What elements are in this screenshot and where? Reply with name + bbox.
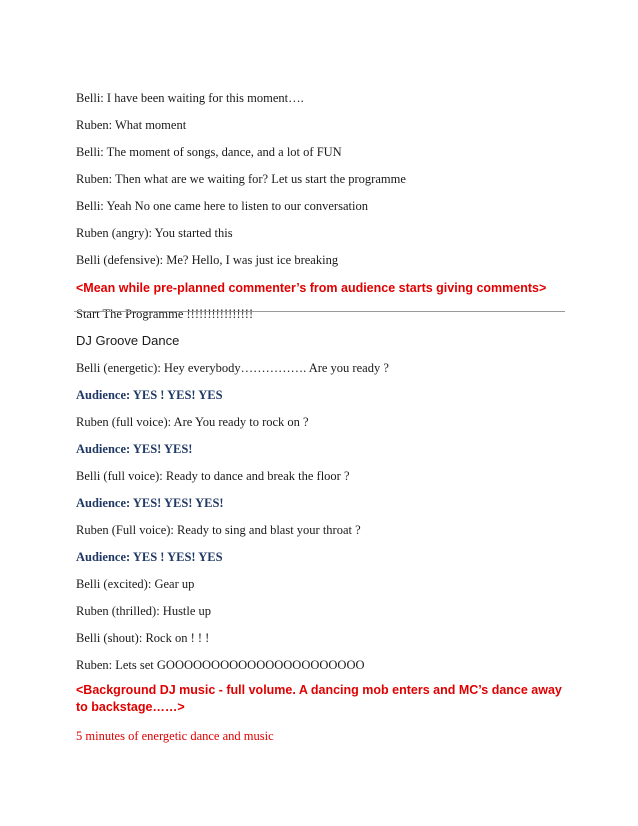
section-divider [74,311,565,312]
dialogue-line: Belli (shout): Rock on ! ! ! [76,631,210,645]
dialogue-line: Belli (energetic): Hey everybody……………. Are you ready ? [76,361,389,375]
dialogue-line: Ruben (Full voice): Ready to sing and blast your throat ? [76,523,361,537]
script-line-ruben-angry: Ruben (angry): You started this [76,226,233,240]
script-line-ruben-start: Ruben: Then what are we waiting for? Let us start the programme [76,172,406,186]
audience-line: Audience: YES! YES! [76,442,193,456]
dialogue-line: Belli (full voice): Ready to dance and break the floor ? [76,469,350,483]
section-heading: DJ Groove Dance [76,333,180,348]
dialogue-line: Ruben (thrilled): Hustle up [76,604,212,618]
closing-note: 5 minutes of energetic dance and music [76,729,274,743]
dialogue-line: Ruben: Lets set GOOOOOOOOOOOOOOOOOOOOOO [76,658,365,672]
audience-line: Audience: YES! YES! YES! [76,496,224,510]
stage-direction-commenters: <Mean while pre-planned commenter’s from audience starts giving comments> [76,281,547,295]
script-line-belli-conversation: Belli: Yeah No one came here to listen to our conversation [76,199,368,213]
script-line-ruben-what-moment: Ruben: What moment [76,118,187,132]
audience-line: Audience: YES ! YES! YES [76,388,223,402]
dialogue-line: Belli (excited): Gear up [76,577,195,591]
stage-direction-dj-music: <Background DJ music - full volume. A dancing mob enters and MC’s dance away to backstage……> [76,683,562,714]
audience-line: Audience: YES ! YES! YES [76,550,223,564]
script-line-belli-defensive: Belli (defensive): Me? Hello, I was just ice breaking [76,253,339,267]
script-line-belli-moment: Belli: The moment of songs, dance, and a lot of FUN [76,145,342,159]
start-programme-line: Start The Programme !!!!!!!!!!!!!!!! [76,307,254,321]
script-line-belli-waiting: Belli: I have been waiting for this moment…. [76,91,304,105]
dialogue-line: Ruben (full voice): Are You ready to rock on ? [76,415,309,429]
